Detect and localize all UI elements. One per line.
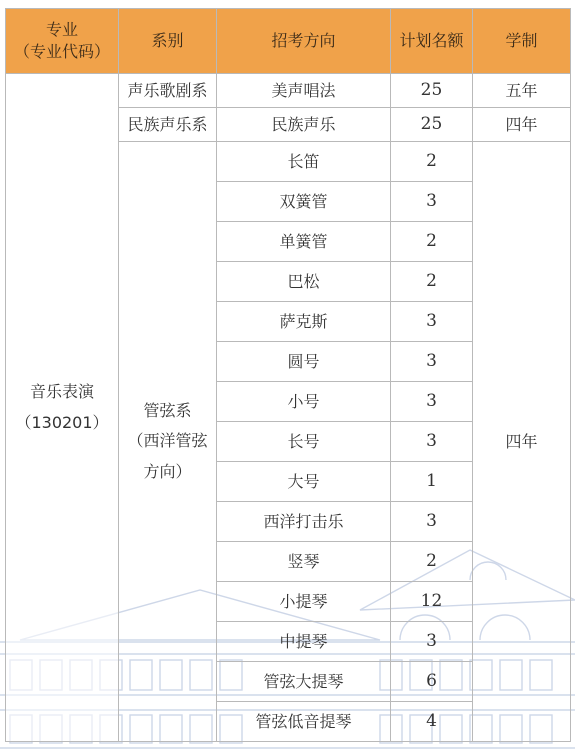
quota-cell: 3 <box>391 302 473 342</box>
quota-cell: 2 <box>391 262 473 302</box>
orchestra-dept-line2: （西洋管弦 <box>127 431 208 451</box>
direction-cell: 西洋打击乐 <box>217 502 391 542</box>
orchestra-dept-cell <box>119 142 217 742</box>
table-header-row <box>6 9 571 74</box>
direction-cell: 长笛 <box>217 142 391 182</box>
dept-cell: 声乐歌剧系 <box>119 74 217 108</box>
header-dept: 系别 <box>119 9 217 74</box>
direction-cell: 中提琴 <box>217 622 391 662</box>
quota-cell: 3 <box>391 342 473 382</box>
direction-cell: 竖琴 <box>217 542 391 582</box>
direction-cell: 萨克斯 <box>217 302 391 342</box>
direction-cell: 长号 <box>217 422 391 462</box>
direction-cell: 美声唱法 <box>217 74 391 108</box>
orchestra-duration-cell: 四年 <box>473 142 571 742</box>
header-major <box>6 9 119 74</box>
enrollment-table <box>5 8 571 742</box>
quota-cell: 2 <box>391 542 473 582</box>
major-code: （130201） <box>15 412 109 432</box>
orchestra-dept-line3: 方向） <box>143 461 192 481</box>
quota-cell: 1 <box>391 462 473 502</box>
quota-cell: 3 <box>391 422 473 462</box>
major-name: 音乐表演 <box>29 382 94 402</box>
dept-cell: 民族声乐系 <box>119 108 217 142</box>
quota-cell: 12 <box>391 582 473 622</box>
table-row <box>6 74 571 108</box>
quota-cell: 25 <box>391 74 473 108</box>
quota-cell: 6 <box>391 662 473 702</box>
direction-cell: 单簧管 <box>217 222 391 262</box>
header-major-line1: 专业 <box>45 20 78 40</box>
quota-cell: 25 <box>391 108 473 142</box>
quota-cell: 4 <box>391 702 473 742</box>
header-major-line2: （专业代码） <box>13 42 110 61</box>
quota-cell: 3 <box>391 382 473 422</box>
direction-cell: 民族声乐 <box>217 108 391 142</box>
quota-cell: 3 <box>391 502 473 542</box>
quota-cell: 2 <box>391 142 473 182</box>
header-duration: 学制 <box>473 9 571 74</box>
direction-cell: 管弦低音提琴 <box>217 702 391 742</box>
quota-cell: 3 <box>391 622 473 662</box>
duration-cell: 四年 <box>473 108 571 142</box>
orchestra-dept-line1: 管弦系 <box>143 400 192 420</box>
direction-cell: 小号 <box>217 382 391 422</box>
direction-cell: 双簧管 <box>217 182 391 222</box>
major-cell <box>6 74 119 742</box>
direction-cell: 管弦大提琴 <box>217 662 391 702</box>
header-direction: 招考方向 <box>217 9 391 74</box>
quota-cell: 2 <box>391 222 473 262</box>
direction-cell: 圆号 <box>217 342 391 382</box>
direction-cell: 巴松 <box>217 262 391 302</box>
duration-cell: 五年 <box>473 74 571 108</box>
direction-cell: 小提琴 <box>217 582 391 622</box>
header-quota: 计划名额 <box>391 9 473 74</box>
quota-cell: 3 <box>391 182 473 222</box>
direction-cell: 大号 <box>217 462 391 502</box>
